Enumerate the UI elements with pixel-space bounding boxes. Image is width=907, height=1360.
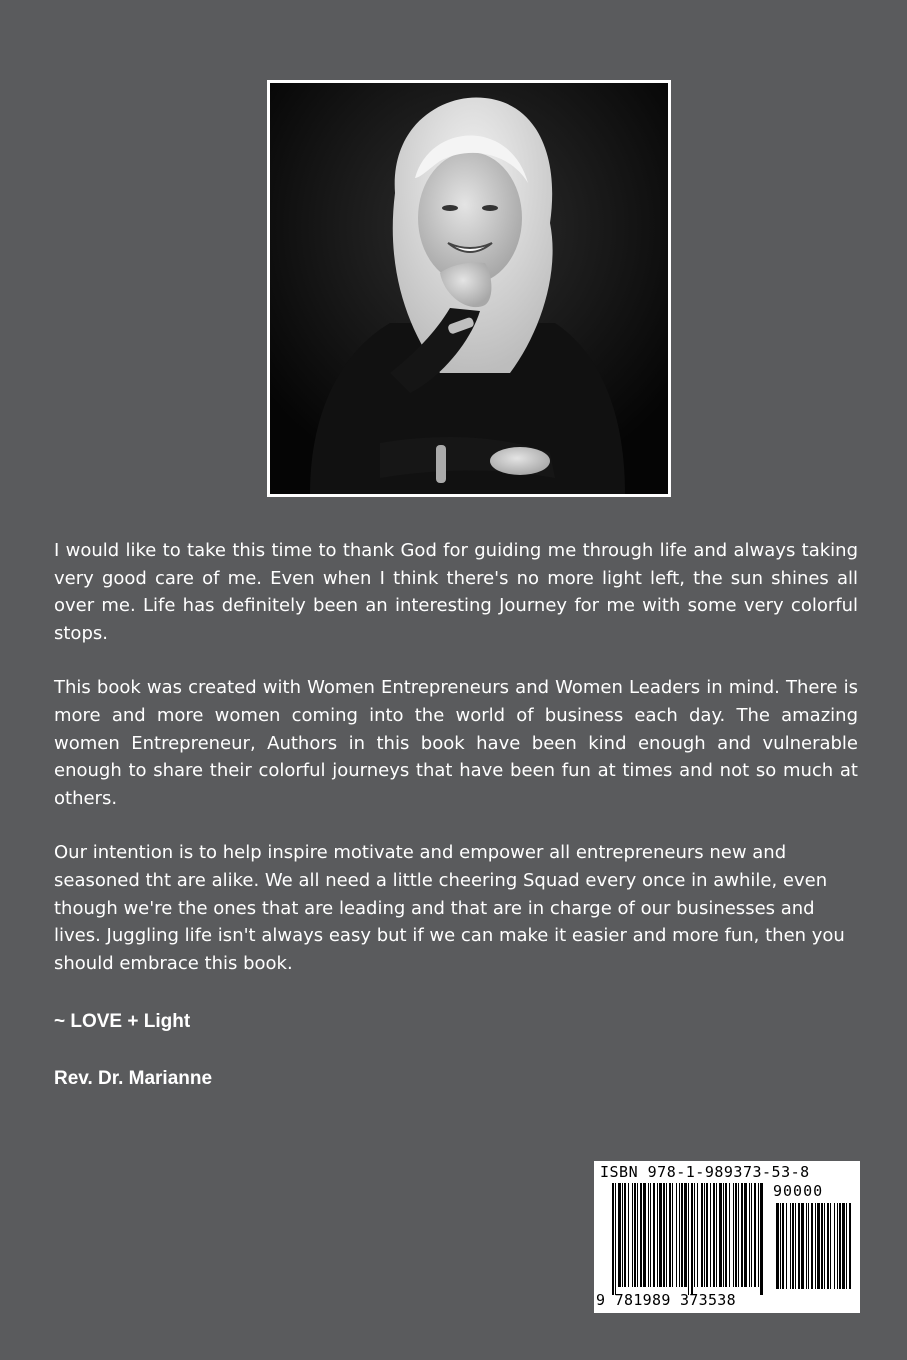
- barcode-bar: [634, 1183, 636, 1287]
- barcode-bar: [694, 1183, 695, 1287]
- barcode-bar: [713, 1183, 715, 1287]
- addon-bar: [817, 1203, 820, 1289]
- addon-bar: [815, 1203, 816, 1289]
- addon-bar: [776, 1203, 779, 1289]
- barcode-bar: [640, 1183, 642, 1287]
- addon-bar: [792, 1203, 794, 1289]
- barcode-bar: [751, 1183, 752, 1287]
- barcode-bar: [723, 1183, 724, 1287]
- barcode-bar: [612, 1183, 614, 1295]
- barcode-bar: [637, 1183, 638, 1287]
- addon-bar: [846, 1203, 847, 1289]
- paragraph-1: I would like to take this time to thank God for guiding me through life and always taking very good care of me. Even when I think there's no more light left, the sun shines all over me. Life has definitely been an interesting Journey for me with some very colorful stops.: [54, 540, 858, 644]
- barcode-bar: [719, 1183, 722, 1287]
- addon-bar: [806, 1203, 807, 1289]
- barcode-bar: [650, 1183, 651, 1287]
- back-cover-text: [54, 537, 858, 1004]
- barcode-bar: [729, 1183, 730, 1287]
- addon-bar: [842, 1203, 845, 1289]
- barcode-bar: [704, 1183, 705, 1287]
- addon-bar: [780, 1203, 781, 1289]
- barcode-bar: [618, 1183, 621, 1287]
- addon-bar: [795, 1203, 796, 1289]
- price-code: 90000: [773, 1182, 824, 1200]
- addon-bar: [834, 1203, 835, 1289]
- ean-number: 9 781989 373538: [596, 1291, 736, 1309]
- addon-bar: [798, 1203, 800, 1289]
- addon-bar: [782, 1203, 784, 1289]
- barcode-bar: [697, 1183, 698, 1287]
- barcode-bar: [716, 1183, 717, 1287]
- addon-bar: [824, 1203, 825, 1289]
- addon-bar: [827, 1203, 829, 1289]
- barcode-bar: [615, 1183, 616, 1295]
- isbn-label: ISBN 978-1-989373-53-8: [600, 1163, 810, 1181]
- addon-bar: [830, 1203, 831, 1289]
- addon-bar: [849, 1203, 851, 1289]
- barcode-bar: [653, 1183, 655, 1287]
- barcode-bar: [632, 1183, 633, 1287]
- addon-bar: [801, 1203, 804, 1289]
- barcode-bar: [738, 1183, 739, 1287]
- addon-bar: [790, 1203, 791, 1289]
- barcode-bar: [628, 1183, 629, 1287]
- paragraph-2: This book was created with Women Entrepreneurs and Women Leaders in mind. There is more and more women coming into the world of business each day. The amazing women Entrepreneur, Authors in this book have been kind enough and vulnerable enough to share their colorful journeys that have been fun at times and not so much at others.: [54, 677, 858, 809]
- barcode-bar: [681, 1183, 683, 1287]
- barcode-bar: [688, 1183, 689, 1295]
- addon-bar: [821, 1203, 823, 1289]
- isbn-barcode: [594, 1161, 860, 1313]
- barcode-bar: [643, 1183, 646, 1287]
- barcode-bar: [749, 1183, 750, 1287]
- barcode-bar: [733, 1183, 734, 1287]
- barcode-bar: [663, 1183, 665, 1287]
- barcode-bar: [701, 1183, 703, 1287]
- barcode-bar: [684, 1183, 687, 1287]
- barcode-bar: [758, 1183, 759, 1287]
- addon-bar: [811, 1203, 813, 1289]
- barcode-bar: [624, 1183, 626, 1287]
- barcode-bar: [741, 1183, 743, 1287]
- barcode-bar: [706, 1183, 708, 1287]
- barcode-bar: [725, 1183, 727, 1287]
- paragraph-3: Our intention is to help inspire motivate and empower all entrepreneurs new and seasoned tht are alike. We all need a little cheering Squad every once in awhile, even though we're the ones that are leading and that are in charge of our businesses and lives. Juggling life isn't always easy but if we can make it easier and more fun, then you should embrace this book.: [54, 842, 845, 974]
- barcode-bar: [710, 1183, 711, 1287]
- addon-bar: [786, 1203, 787, 1289]
- author-portrait-icon: [270, 83, 668, 494]
- barcode-bar: [622, 1183, 623, 1287]
- barcode-bar: [679, 1183, 680, 1287]
- barcode-bar: [735, 1183, 737, 1287]
- author-signature: Rev. Dr. Marianne: [54, 1068, 213, 1089]
- barcode-bar: [760, 1183, 763, 1295]
- addon-bar: [808, 1203, 809, 1289]
- addon-bar: [839, 1203, 841, 1289]
- barcode-bar: [659, 1183, 662, 1287]
- barcode-bar: [672, 1183, 673, 1287]
- barcode-bar: [648, 1183, 649, 1287]
- barcode-bar: [676, 1183, 677, 1287]
- barcode-bar: [669, 1183, 671, 1287]
- barcode-bar: [666, 1183, 667, 1287]
- author-photo: [267, 80, 671, 497]
- addon-bar: [837, 1203, 838, 1289]
- barcode-bar: [691, 1183, 693, 1295]
- barcode-bar: [657, 1183, 658, 1287]
- closing-line: ~ LOVE + Light: [54, 1011, 191, 1032]
- barcode-bar: [744, 1183, 747, 1287]
- barcode-bar: [754, 1183, 756, 1287]
